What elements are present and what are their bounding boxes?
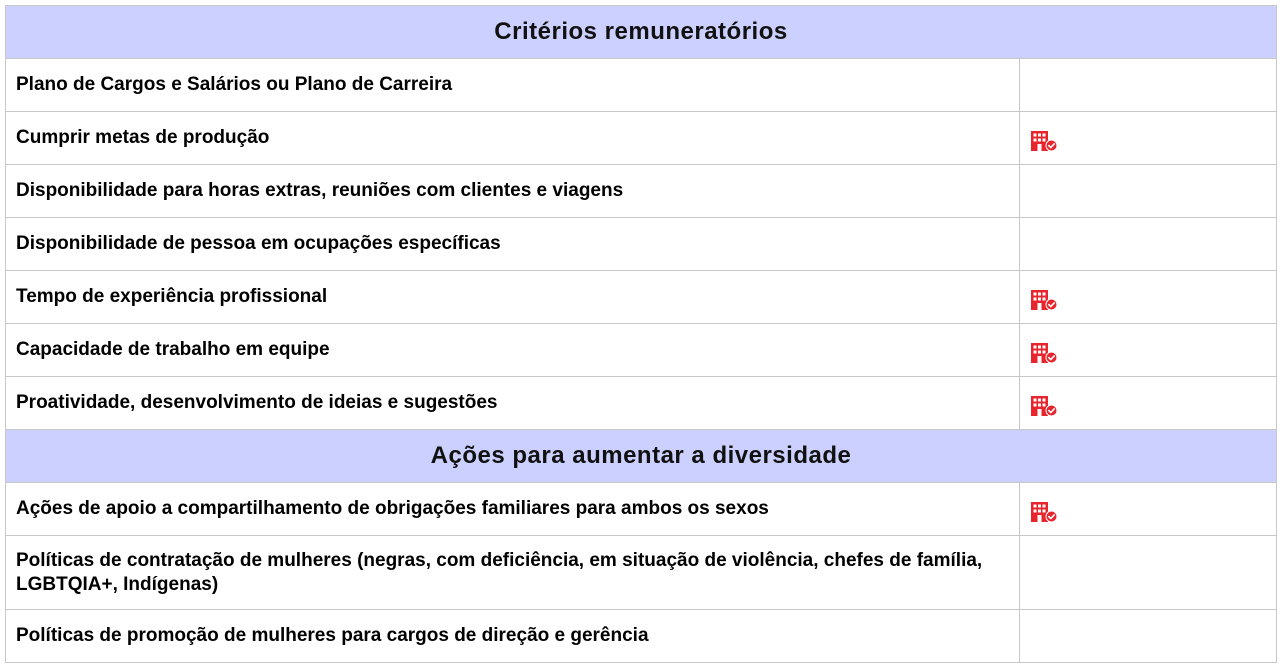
section-title: Critérios remuneratórios [6, 6, 1277, 59]
row-label: Proatividade, desenvolvimento de ideias e sugestões [6, 377, 1020, 430]
row-icon-cell [1020, 610, 1277, 663]
row-icon-cell [1020, 59, 1277, 112]
row-icon-cell [1020, 218, 1277, 271]
table-row [6, 377, 1277, 430]
table-row [6, 218, 1277, 271]
company-check-icon [1030, 501, 1058, 523]
company-check-icon [1030, 289, 1058, 311]
criteria-table [5, 5, 1277, 663]
row-icon-cell [1020, 112, 1277, 165]
row-label: Cumprir metas de produção [6, 112, 1020, 165]
table-row [6, 610, 1277, 663]
row-label: Ações de apoio a compartilhamento de obrigações familiares para ambos os sexos [6, 483, 1020, 536]
row-label: Disponibilidade de pessoa em ocupações específicas [6, 218, 1020, 271]
row-icon-cell [1020, 536, 1277, 610]
row-label: Disponibilidade para horas extras, reuniões com clientes e viagens [6, 165, 1020, 218]
table-row [6, 59, 1277, 112]
table-row [6, 165, 1277, 218]
row-label: Capacidade de trabalho em equipe [6, 324, 1020, 377]
table-row [6, 271, 1277, 324]
row-label: Plano de Cargos e Salários ou Plano de Carreira [6, 59, 1020, 112]
company-check-icon [1030, 130, 1058, 152]
table-row [6, 536, 1277, 610]
company-check-icon [1030, 395, 1058, 417]
row-icon-cell [1020, 324, 1277, 377]
section-header-row [6, 6, 1277, 59]
table-row [6, 324, 1277, 377]
table-row [6, 483, 1277, 536]
row-icon-cell [1020, 483, 1277, 536]
section-title: Ações para aumentar a diversidade [6, 430, 1277, 483]
criteria-table-container [5, 5, 1276, 663]
row-icon-cell [1020, 377, 1277, 430]
row-label: Políticas de promoção de mulheres para cargos de direção e gerência [6, 610, 1020, 663]
company-check-icon [1030, 342, 1058, 364]
row-icon-cell [1020, 165, 1277, 218]
table-row [6, 112, 1277, 165]
row-icon-cell [1020, 271, 1277, 324]
row-label: Políticas de contratação de mulheres (negras, com deficiência, em situação de violência, chefes de família, LGBTQIA+, Indígenas) [6, 536, 1020, 610]
section-header-row [6, 430, 1277, 483]
row-label: Tempo de experiência profissional [6, 271, 1020, 324]
